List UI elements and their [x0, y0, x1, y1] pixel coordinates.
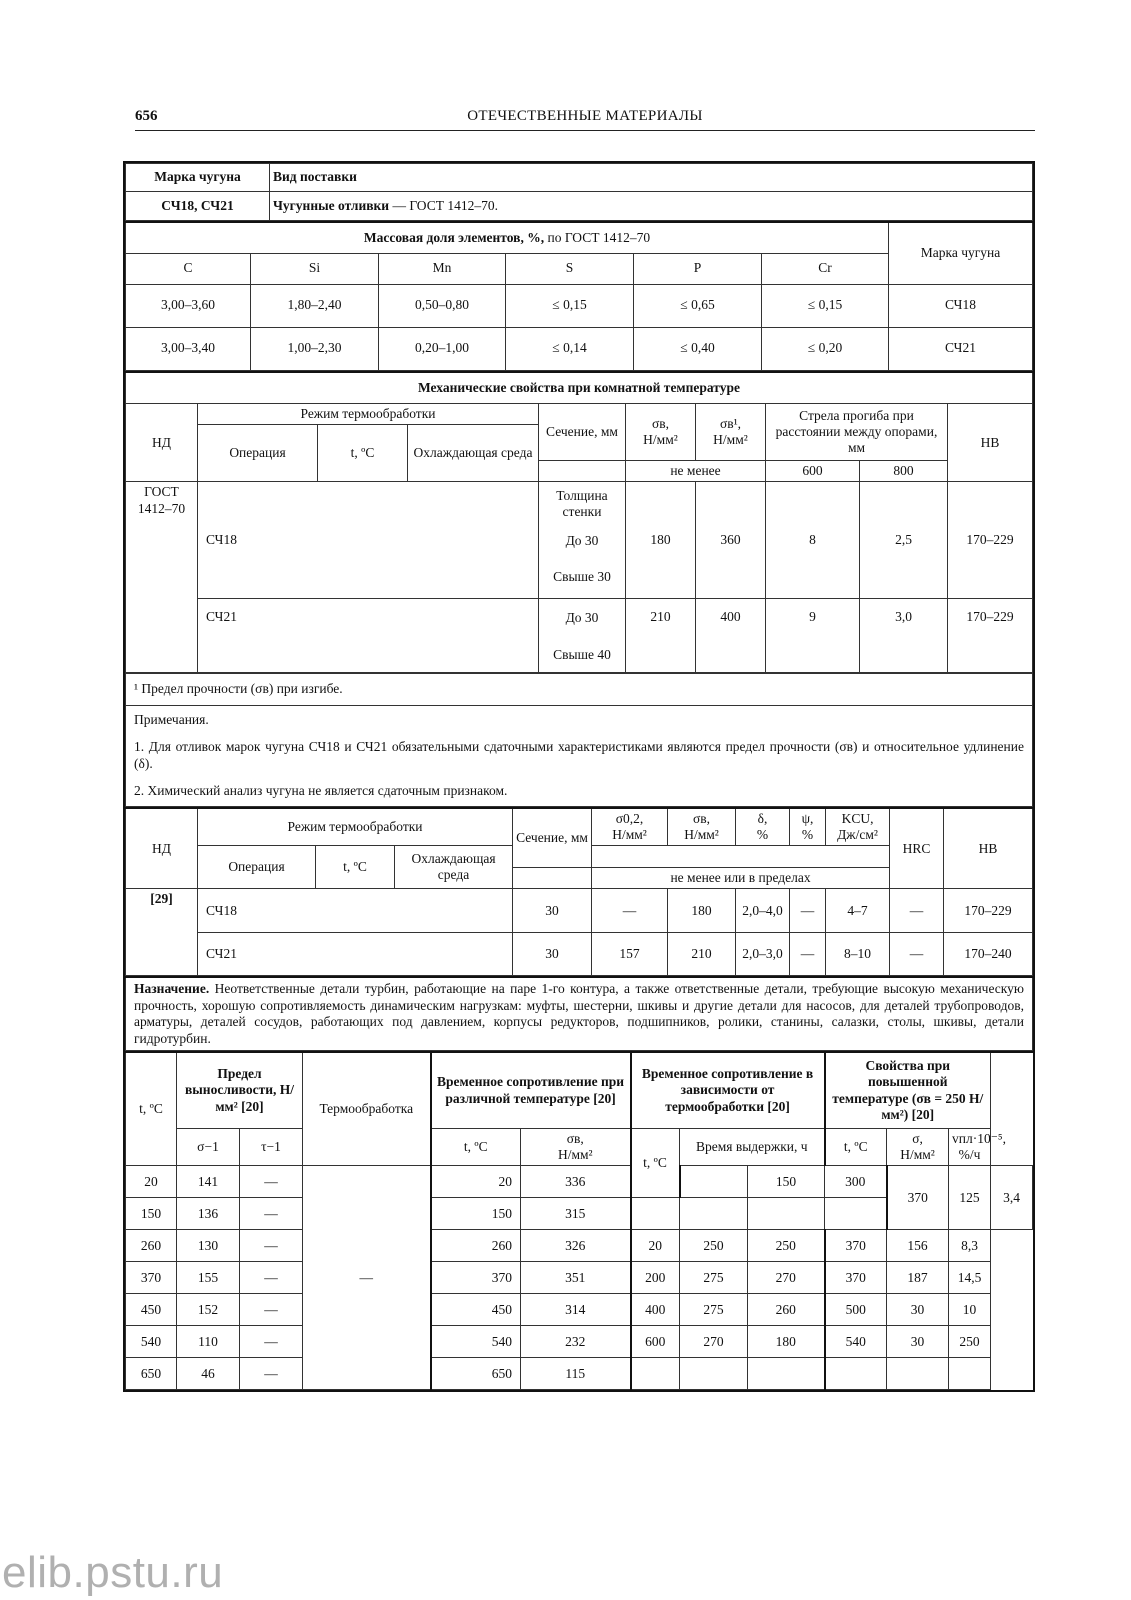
mech2-cell: 8–10: [826, 933, 890, 976]
temp-cell: 540: [431, 1326, 521, 1358]
mech2-cell: 4–7: [826, 889, 890, 933]
chem-cell: 0,50–0,80: [379, 284, 506, 327]
temp-cell: 232: [521, 1326, 631, 1358]
table-row: [126, 933, 1033, 976]
mech2-cell: —: [890, 933, 944, 976]
temp-cell: 180: [748, 1326, 825, 1358]
mech2-s02-header: [592, 808, 668, 846]
temp-cell: 10: [949, 1294, 991, 1326]
mech-cell: До 30: [539, 526, 626, 556]
table-row: [126, 284, 1033, 327]
mech2-cell: СЧ21: [198, 933, 513, 976]
supply-value-bold: Чугунные отливки: [273, 197, 390, 213]
temp-heat-dash: —: [303, 1166, 431, 1390]
temp-cell: 46: [177, 1358, 240, 1390]
mech2-cell: 30: [513, 933, 592, 976]
temp-cell: [680, 1166, 748, 1198]
chem-cell: 1,80–2,40: [251, 284, 379, 327]
mech-arrow-header: Стрела прогиба при расстоянии между опорами, мм: [766, 404, 948, 461]
chem-cell: 3,00–3,60: [126, 284, 251, 327]
grade-value: СЧ18, СЧ21: [126, 192, 270, 221]
temp-cell: 270: [680, 1326, 748, 1358]
temp-cell: [631, 1198, 680, 1230]
temp-cell: 30: [887, 1326, 949, 1358]
temp-tensile-header: Временное сопротивление при различной температуре [20]: [431, 1052, 631, 1128]
chem-col-cr: Cr: [762, 253, 889, 284]
temp-cell: 370: [431, 1262, 521, 1294]
temp-cell: [680, 1358, 748, 1390]
mech2-section-blank: [513, 868, 592, 889]
table-row: [126, 1230, 1033, 1262]
temp-heat-header: Термообработка: [303, 1052, 431, 1165]
temp-cell: —: [240, 1262, 303, 1294]
mech2-cell: —: [790, 933, 826, 976]
chem-cell: ≤ 0,15: [762, 284, 889, 327]
temp-cell: 150: [748, 1166, 825, 1198]
mech-wall-label: Толщина стенки: [539, 482, 626, 526]
temp-high-t-header: t, ºС: [825, 1128, 887, 1165]
temp-cell: 141: [177, 1166, 240, 1198]
temp-v-label: vпл·10⁻⁵,: [952, 1130, 1006, 1146]
temp-cell: 115: [521, 1358, 631, 1390]
mech-d600: 600: [766, 461, 860, 482]
purpose-body: Неответственные детали турбин, работающие на паре 1-го контура, а также ответственные детали, требующие высокую механическую прочность, хорошую сопротивляемость динамическим нагрузкам: муфты, шестерни, шкивы и другие детали для насосов, для деталей трубопроводов, арматуры, деталей сосудов, работающих под давлением, корпусы редукторов, подшипников, ролики, станины, салазки, столы, шкивы, детали гидротурбин.: [134, 981, 1024, 1046]
mech2-kcu-label: KCU,: [841, 810, 874, 826]
mech-min-label: не менее: [626, 461, 766, 482]
mech2-mode-header: Режим термообработки: [198, 808, 513, 846]
document-table-frame: [123, 161, 1035, 1392]
mech-sb1-unit: Н/мм²: [713, 432, 748, 448]
temp-cell: 20: [126, 1166, 177, 1198]
mech2-cell: —: [592, 889, 668, 933]
temp-table: [125, 1051, 1033, 1390]
temp-v-unit: %/ч: [958, 1147, 981, 1162]
grade-table: [125, 163, 1033, 221]
temp-cell: 30: [887, 1294, 949, 1326]
temp-cell: 315: [521, 1198, 631, 1230]
mech2-cell: СЧ18: [198, 889, 513, 933]
temp-cell: 351: [521, 1262, 631, 1294]
temp-cell: 500: [825, 1294, 887, 1326]
mech-cell: 3,0: [860, 599, 948, 673]
purpose-label: Назначение.: [134, 981, 210, 997]
mech-cell: Свыше 40: [539, 637, 626, 673]
chem-table: [125, 221, 1033, 371]
mech-d800: 800: [860, 461, 948, 482]
chem-cell: ≤ 0,65: [634, 284, 762, 327]
temp-cell: 136: [177, 1198, 240, 1230]
temp-cell: 125: [949, 1166, 991, 1230]
table-row: [126, 889, 1033, 933]
note-2: 2. Химический анализ чугуна не является сдаточным признаком.: [134, 783, 508, 798]
chem-cell: ≤ 0,40: [634, 327, 762, 370]
mech2-cell: —: [890, 889, 944, 933]
temp-tens-heat-header: Временное сопротивление в зависимости от термообработки [20]: [631, 1052, 825, 1128]
temp-cell: 260: [431, 1230, 521, 1262]
temp-tens-sb-header: [521, 1128, 631, 1165]
chem-cell: 1,00–2,30: [251, 327, 379, 370]
mech-grade-21: СЧ21: [198, 599, 539, 673]
temp-cell: 150: [431, 1198, 521, 1230]
mech-table: [125, 371, 1033, 674]
temp-cell: 326: [521, 1230, 631, 1262]
mech2-s02-unit: Н/мм²: [612, 827, 647, 843]
temp-cell: 400: [631, 1294, 680, 1326]
mech-cell: 170–229: [948, 482, 1033, 599]
mech2-table: [125, 807, 1033, 977]
mech-sb1-label: σв¹,: [719, 415, 742, 431]
temp-cell: 650: [126, 1358, 177, 1390]
temp-cell: 152: [177, 1294, 240, 1326]
chem-title-rest: по ГОСТ 1412–70: [544, 229, 651, 245]
temp-cell: 20: [431, 1166, 521, 1198]
temp-cell: 156: [887, 1230, 949, 1262]
temp-cell: —: [240, 1198, 303, 1230]
chem-cell: 3,00–3,40: [126, 327, 251, 370]
notes-block: [126, 706, 1033, 807]
mech2-cell: 170–229: [944, 889, 1033, 933]
mech-cell: До 30: [539, 599, 626, 637]
temp-cell: 370: [887, 1166, 949, 1230]
temp-cell: [949, 1358, 991, 1390]
mech-nd-value: ГОСТ 1412–70: [126, 482, 198, 673]
mech2-cell: 170–240: [944, 933, 1033, 976]
temp-cell: 314: [521, 1294, 631, 1326]
mech-section-blank: [539, 461, 626, 482]
temp-cell: [825, 1358, 887, 1390]
mech2-psi-unit: %: [801, 827, 814, 843]
temp-cell: [748, 1198, 825, 1230]
footnote: ¹ Предел прочности (σв) при изгибе.: [126, 674, 1033, 706]
mech-cell: 400: [696, 599, 766, 673]
mech-cell: 8: [766, 482, 860, 599]
temp-fatigue-header: Предел выносливости, Н/мм² [20]: [177, 1052, 303, 1128]
temp-cell: [631, 1358, 680, 1390]
temp-cell: —: [240, 1294, 303, 1326]
temp-cell: —: [240, 1166, 303, 1198]
mech2-s02-label: σ0,2,: [615, 810, 644, 826]
mech2-cell: —: [790, 889, 826, 933]
mech-hb-header: НВ: [948, 404, 1033, 482]
temp-cell: 110: [177, 1326, 240, 1358]
mech-mode-header: Режим термообработки: [198, 404, 539, 425]
table-row: [126, 327, 1033, 370]
chem-col-c: C: [126, 253, 251, 284]
chem-cell: СЧ21: [889, 327, 1033, 370]
mech2-cell: 210: [668, 933, 736, 976]
chem-title-bold: Массовая доля элементов, %,: [363, 229, 545, 245]
temp-cell: 200: [631, 1262, 680, 1294]
chem-cell: ≤ 0,15: [506, 284, 634, 327]
temp-cell: 275: [680, 1262, 748, 1294]
temp-t-1-header: τ−1: [240, 1128, 303, 1165]
temp-cell: 450: [126, 1294, 177, 1326]
temp-cell: 20: [631, 1230, 680, 1262]
temp-cell: 3,4: [991, 1166, 1033, 1230]
mech-cell: 210: [626, 599, 696, 673]
mech-sb-unit: Н/мм²: [643, 432, 678, 448]
chem-col-mn: Mn: [379, 253, 506, 284]
mech2-nd-header: НД: [126, 808, 198, 889]
grade-header: Марка чугуна: [126, 164, 270, 192]
mech-cell: Свыше 30: [539, 556, 626, 599]
mech-grade-18: СЧ18: [198, 482, 539, 599]
mech-nd-header: НД: [126, 404, 198, 482]
temp-s-1-header: σ−1: [177, 1128, 240, 1165]
mech-cool-header: Охлаждающая среда: [408, 425, 539, 482]
mech-cell: 170–229: [948, 599, 1033, 673]
table-row: [126, 1358, 1033, 1390]
mech-cell: 180: [626, 482, 696, 599]
temp-cell: —: [240, 1230, 303, 1262]
temp-cell: 250: [680, 1230, 748, 1262]
chem-cell: СЧ18: [889, 284, 1033, 327]
temp-cell: 600: [631, 1326, 680, 1358]
purpose-text: [126, 977, 1033, 1050]
temp-cell: 650: [431, 1358, 521, 1390]
mech2-cell: 2,0–3,0: [736, 933, 790, 976]
temp-cell: 370: [126, 1262, 177, 1294]
temp-cell: —: [240, 1358, 303, 1390]
temp-v-header: [949, 1128, 1006, 1165]
temp-cell: 260: [126, 1230, 177, 1262]
temp-sb-unit: Н/мм²: [557, 1147, 593, 1162]
page-number: 656: [135, 108, 158, 124]
chem-col-p: P: [634, 253, 762, 284]
mech2-sb-unit: Н/мм²: [684, 827, 719, 843]
temp-cell: 155: [177, 1262, 240, 1294]
temp-cell: 150: [126, 1198, 177, 1230]
table-row: [126, 1294, 1033, 1326]
mech2-delta-label: δ,: [757, 810, 768, 826]
temp-cell: 370: [825, 1230, 887, 1262]
mech2-psi-header: [790, 808, 826, 846]
page-title: ОТЕЧЕСТВЕННЫЕ МАТЕРИАЛЫ: [467, 108, 703, 124]
watermark-text: elib.pstu.ru: [2, 1548, 224, 1597]
temp-cell: 14,5: [949, 1262, 991, 1294]
mech2-delta-unit: %: [756, 827, 769, 843]
mech2-minmax-label: не менее или в пределах: [592, 868, 890, 889]
mech-op-header: Операция: [198, 425, 318, 482]
temp-sigma-label: σ,: [912, 1130, 923, 1146]
temp-cell: 275: [680, 1294, 748, 1326]
temp-sigma-unit: Н/мм²: [900, 1147, 935, 1162]
temp-t-header: t, ºС: [126, 1052, 177, 1165]
temp-cell: 260: [748, 1294, 825, 1326]
temp-hold-header: Время выдержки, ч: [680, 1128, 825, 1165]
mech2-ref: [29]: [126, 889, 198, 976]
mech-sb-label: σв,: [651, 415, 670, 431]
temp-cell: 370: [825, 1262, 887, 1294]
mech-sb-header: [626, 404, 696, 461]
temp-cell: 187: [887, 1262, 949, 1294]
mech2-kcu-unit: Дж/см²: [837, 827, 878, 843]
mech-cell: 360: [696, 482, 766, 599]
mech-title: Механические свойства при комнатной температуре: [126, 372, 1033, 404]
mech2-hb-header: НВ: [944, 808, 1033, 889]
note-1: 1. Для отливок марок чугуна СЧ18 и СЧ21 обязательными сдаточными характеристиками являются предел прочности (σв) и относительное удлинение (δ).: [134, 739, 1024, 772]
temp-cell: 540: [126, 1326, 177, 1358]
temp-cell: 270: [748, 1262, 825, 1294]
mech2-kcu-header: [826, 808, 890, 846]
temp-high-header: Свойства при повышенной температуре (σв = 250 Н/мм²) [20]: [825, 1052, 991, 1128]
mech2-cell: 180: [668, 889, 736, 933]
temp-sigma-header: [887, 1128, 949, 1165]
supply-value-rest: — ГОСТ 1412–70.: [389, 197, 498, 213]
temp-cell: 130: [177, 1230, 240, 1262]
mech-section-header: Сечение, мм: [539, 404, 626, 461]
chem-grade-header: Марка чугуна: [889, 222, 1033, 284]
temp-cell: 250: [949, 1326, 991, 1358]
mech-cell: 2,5: [860, 482, 948, 599]
mech2-sb-header: [668, 808, 736, 846]
temp-tens-t-header: t, ºС: [431, 1128, 521, 1165]
mech-sb1-header: [696, 404, 766, 461]
mech2-t-header: t, ºС: [316, 846, 395, 889]
chem-col-si: Si: [251, 253, 379, 284]
supply-header: Вид поставки: [270, 164, 1033, 192]
mech2-op-header: Операция: [198, 846, 316, 889]
temp-cell: 540: [825, 1326, 887, 1358]
temp-cell: [887, 1358, 949, 1390]
table-row: [126, 1326, 1033, 1358]
mech2-cool-header: Охлаждающая среда: [395, 846, 513, 889]
purpose-table: [125, 976, 1033, 1051]
mech2-delta-header: [736, 808, 790, 846]
temp-cell: 336: [521, 1166, 631, 1198]
mech2-cell: 30: [513, 889, 592, 933]
temp-cell: 300: [825, 1166, 887, 1198]
temp-sb-label: σв,: [566, 1130, 584, 1146]
mech-t-header: t, ºС: [318, 425, 408, 482]
temp-cell: [680, 1198, 748, 1230]
chem-cell: ≤ 0,20: [762, 327, 889, 370]
page-header: [135, 106, 1035, 131]
mech2-hrc-header: HRC: [890, 808, 944, 889]
chem-title: [126, 222, 889, 253]
supply-value: [270, 192, 1033, 221]
chem-col-s: S: [506, 253, 634, 284]
temp-cell: [748, 1358, 825, 1390]
temp-cell: 450: [431, 1294, 521, 1326]
mech2-cell: 157: [592, 933, 668, 976]
mech2-header-spacer: [592, 846, 890, 868]
mech-cell: 9: [766, 599, 860, 673]
temp-cell: 8,3: [949, 1230, 991, 1262]
chem-cell: 0,20–1,00: [379, 327, 506, 370]
chem-cell: ≤ 0,14: [506, 327, 634, 370]
mech2-psi-label: ψ,: [801, 810, 814, 826]
temp-cell: 250: [748, 1230, 825, 1262]
temp-cell: —: [240, 1326, 303, 1358]
mech2-section-header: Сечение, мм: [513, 808, 592, 868]
temp-heat-t-header: t, ºС: [631, 1128, 680, 1197]
table-row: [126, 1262, 1033, 1294]
notes-heading: Примечания.: [134, 712, 209, 728]
mech2-cell: 2,0–4,0: [736, 889, 790, 933]
notes-table: [125, 673, 1033, 807]
table-row: [126, 1166, 1033, 1198]
mech2-sb-label: σв,: [693, 810, 711, 826]
